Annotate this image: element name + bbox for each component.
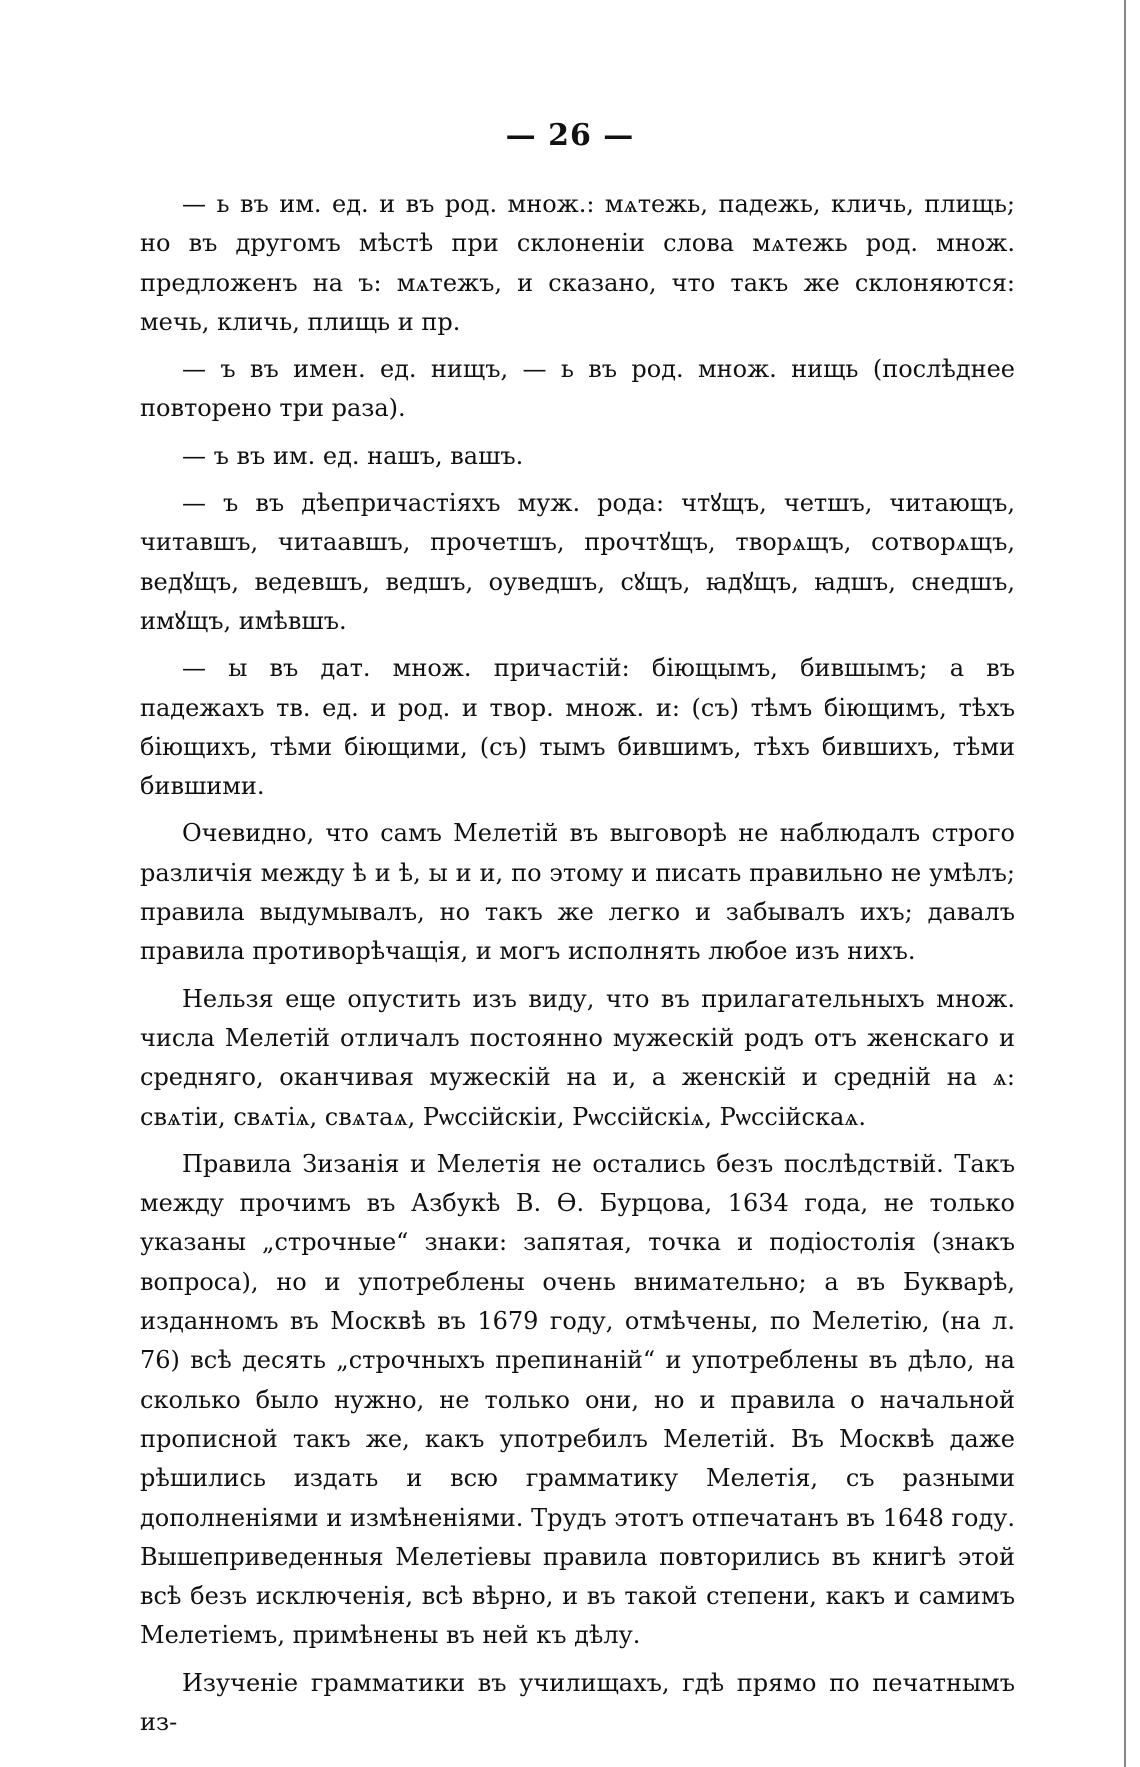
body-text: [140, 185, 1015, 1750]
paragraph-grammar-study: Изученіе грамматики въ училищахъ, гдѣ прямо по печатнымъ из-: [140, 1668, 1015, 1736]
paragraph-consequences: Правила Зизанія и Мелетія не остались безъ послѣдствій. Такъ между прочимъ въ Азбукѣ В. Ѳ. Бурцова, 1634 года, не только указаны „строчные“ знаки: запятая, точка и подіостолія (знакъ вопроса), но и употреблены очень внимательно; а въ Букварѣ, изданномъ въ Москвѣ въ 1679 году, отмѣчены, по Мелетію, (на л. 76) всѣ десять „строчныхъ препинаній“ и употреблены въ дѣло, на сколько было нужно, не только они, но и правила о начальной прописной такъ же, какъ употребилъ Мелетій. Въ Москвѣ даже рѣшились издать и всю грамматику Мелетія, съ разными дополненіями и измѣненіями. Трудъ этотъ отпечатанъ въ 1648 году. Вышеприведенныя Мелетіевы правила повторились въ книгѣ этой всѣ безъ исключенія, всѣ вѣрно, и въ такой степени, какъ и самимъ Мелетіемъ, примѣнены въ ней къ дѣлу.: [140, 1149, 1015, 1650]
page-number: — 26 —: [505, 118, 635, 153]
paragraph-meletius-observation: Очевидно, что самъ Мелетій въ выговорѣ не наблюдалъ строго различія между ѣ и ѣ, ы и и, по этому и писать правильно не умѣлъ; правила выдумывалъ, но такъ же легко и забывалъ ихъ; давалъ правила противорѣчащія, и могъ исполнять любое изъ нихъ.: [140, 819, 1015, 966]
paragraph-adjective-plural: Нельзя еще опустить изъ виду, что въ прилагательныхъ множ. числа Мелетій отличалъ постоянно мужескій родъ отъ женскаго и средняго, оканчивая мужескій на и, а женскій и средній на ѧ: свѧтіи, свѧтіѧ, свѧтаѧ, Рѡссійскіи, Рѡссійскіѧ, Рѡссійскаѧ.: [140, 984, 1015, 1131]
paragraph-pronoun-example: — ъ въ им. ед. нашъ, вашъ.: [182, 441, 524, 470]
paragraph-dative-example: — ы въ дат. множ. причастій: біющымъ, бившымъ; а въ падежахъ тв. ед. и род. и твор. множ. и: (съ) тѣмъ біющимъ, тѣхъ біющихъ, тѣми біющими, (съ) тымъ бившимъ, тѣхъ бившихъ, тѣми бившими.: [140, 654, 1015, 801]
paragraph-soft-sign-example: — ь въ им. ед. и въ род. множ.: мѧтежь, падежь, кличь, плищь; но въ другомъ мѣстѣ при склоненіи слова мѧтежь род. множ. предложенъ на ъ: мѧтежъ, и сказано, что такъ же склоняются: мечь, кличь, плищь и пр.: [140, 190, 1015, 336]
paragraph-nominative-example: — ъ въ имен. ед. нищъ, — ь въ род. множ. нищь (послѣднее повторено три раза).: [140, 355, 1015, 423]
page-edge-line: [1124, 0, 1126, 1767]
paragraph-participle-example: — ъ въ дѣепричастіяхъ муж. рода: чтꙋщъ, четшъ, читающъ, читавшъ, читаавшъ, прочетшъ, прочтꙋщъ, творѧщъ, сотворѧщъ, ведꙋщъ, ведевшъ, ведшъ, оуведшъ, сꙋщъ, ꙗдꙋщъ, ꙗдшъ, снедшъ, имꙋщъ, имѣвшъ.: [140, 489, 1015, 635]
